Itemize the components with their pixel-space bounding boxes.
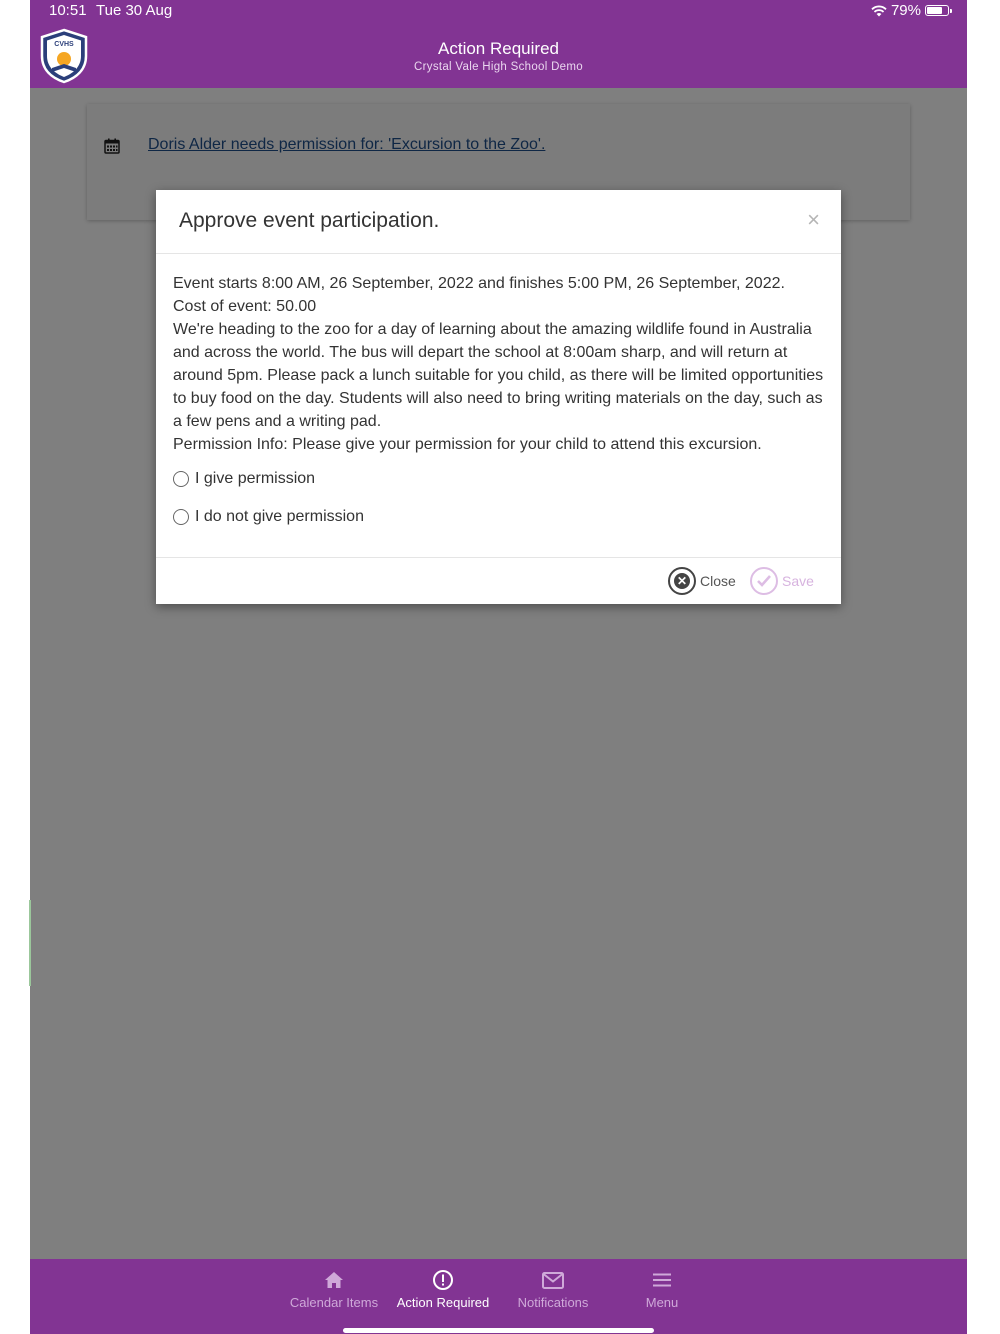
- close-button-label: Close: [700, 573, 736, 589]
- event-time-text: Event starts 8:00 AM, 26 September, 2022 and finishes 5:00 PM, 26 September, 2022.: [173, 275, 785, 292]
- mail-icon: [542, 1272, 564, 1289]
- battery-percent: 79%: [890, 2, 921, 19]
- status-indicators: [871, 2, 949, 19]
- modal-header: [156, 190, 841, 254]
- status-date: Tue 30 Aug: [96, 2, 173, 19]
- modal-footer: [156, 557, 841, 605]
- modal-body: [173, 272, 825, 456]
- event-cost-text: Cost of event: 50.00: [173, 298, 317, 315]
- tab-label: Notifications: [517, 1295, 589, 1310]
- svg-text:CVHS: CVHS: [54, 41, 74, 48]
- save-button-label: Save: [782, 573, 814, 589]
- close-circle-icon: ✕: [668, 567, 696, 595]
- tab-action-required[interactable]: [388, 1269, 498, 1310]
- modal-title: Approve event participation.: [179, 209, 440, 232]
- tab-notifications[interactable]: [498, 1269, 608, 1310]
- save-button[interactable]: [750, 567, 814, 595]
- tab-label: Action Required: [396, 1295, 490, 1310]
- give-permission-radio[interactable]: [173, 471, 189, 487]
- check-circle-icon: [750, 567, 778, 595]
- tab-label: Menu: [645, 1295, 679, 1310]
- bottom-tab-bar: [30, 1259, 967, 1334]
- tab-menu[interactable]: [607, 1269, 717, 1310]
- status-time: 10:51: [49, 2, 87, 19]
- permission-info-text: Permission Info: Please give your permission for your child to attend this excursion.: [173, 436, 762, 453]
- approve-event-modal: [156, 190, 841, 604]
- tab-label: Calendar Items: [289, 1295, 379, 1310]
- battery-fill: [927, 7, 942, 14]
- battery-icon: [925, 5, 949, 16]
- give-permission-option[interactable]: [173, 470, 315, 488]
- status-bar: [30, 0, 967, 22]
- modal-close-icon[interactable]: ×: [807, 207, 820, 232]
- give-permission-label: I give permission: [195, 470, 316, 487]
- battery-cap: [950, 9, 952, 13]
- edge-accent: [29, 900, 31, 986]
- home-icon: [324, 1271, 344, 1289]
- deny-permission-label: I do not give permission: [195, 508, 364, 525]
- deny-permission-option[interactable]: [173, 508, 364, 526]
- deny-permission-radio[interactable]: [173, 509, 189, 525]
- page-title: Action Required: [438, 39, 559, 58]
- home-indicator[interactable]: [343, 1328, 654, 1333]
- menu-icon: [652, 1272, 672, 1288]
- app-header: [30, 22, 967, 88]
- event-description-text: We're heading to the zoo for a day of learning about the amazing wildlife found in Australia and across the world. The bus will depart the school at 8:00am sharp, and will return at around 5pm. Please pack a lunch suitable for you child, as there will be limited opportunities to buy food on the day. Students will also need to bring writing materials on the day, such as a few pens and a writing pad.: [173, 321, 824, 430]
- tab-calendar-items[interactable]: [279, 1269, 389, 1310]
- page-subtitle: Crystal Vale High School Demo: [414, 61, 583, 73]
- alert-icon: [432, 1269, 454, 1291]
- close-button[interactable]: [668, 567, 736, 595]
- wifi-icon: [871, 5, 887, 17]
